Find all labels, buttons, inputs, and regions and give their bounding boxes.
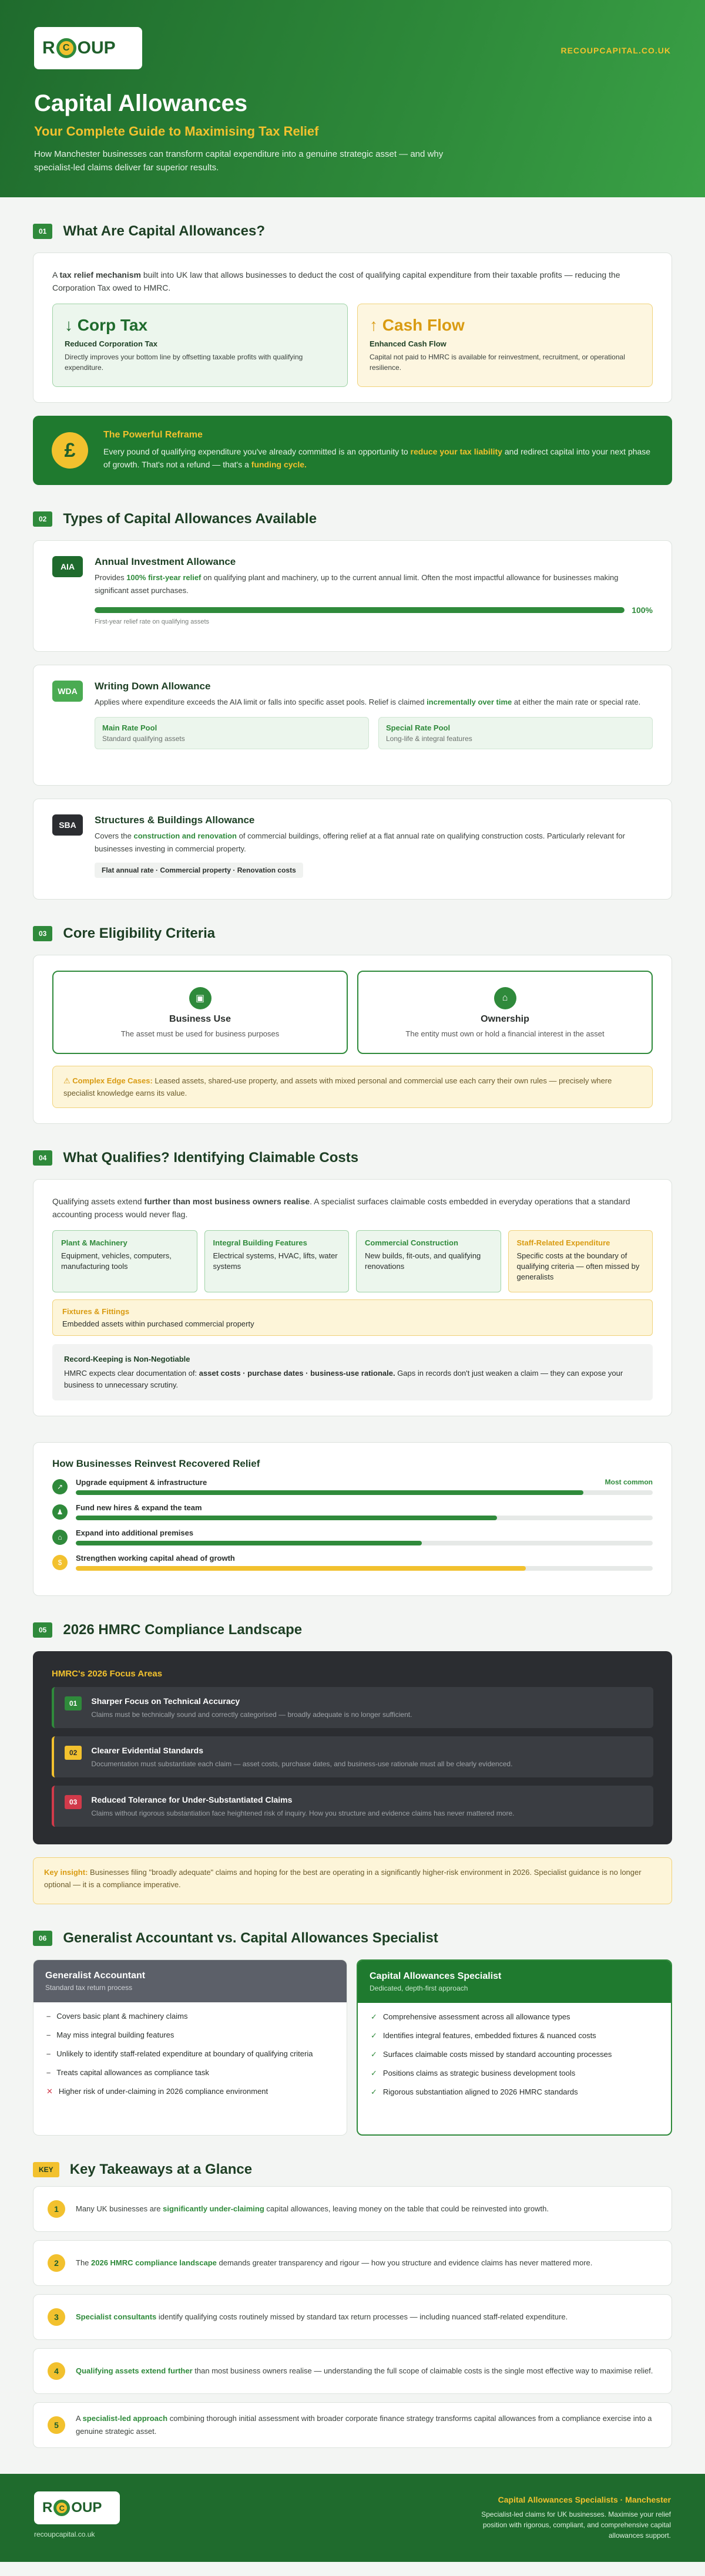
reinvest-item xyxy=(52,1478,653,1495)
sba-tag: Flat annual rate · Commercial property · Renovation costs xyxy=(95,863,303,878)
check-icon: ✓ xyxy=(371,2050,377,2059)
page-subtitle: Your Complete Guide to Maximising Tax Relief xyxy=(34,124,319,139)
key-takeaways-heading xyxy=(33,2161,672,2178)
takeaway-number: 3 xyxy=(48,2308,65,2326)
aia-card xyxy=(33,540,672,652)
most-common-label: Most common xyxy=(605,1478,653,1486)
takeaway-text: Specialist consultants identify qualifying costs routinely missed by standard tax return processes — including nuanced staff-related expenditure. xyxy=(76,2312,568,2321)
qualify-box: Commercial Construction New builds, fit-outs, and qualifying renovations xyxy=(356,1230,501,1292)
specialist-point: ✓ Comprehensive assessment across all allowance types xyxy=(371,2012,570,2021)
generalist-point: – May miss integral building features xyxy=(46,2031,174,2039)
section-number: 05 xyxy=(33,1622,52,1638)
wda-text: Applies where expenditure exceeds the AIA limit or falls into specific asset pools. Relief is claimed incrementally over time at either the main rate or special rate. xyxy=(95,698,641,706)
aia-progress-bar xyxy=(95,607,625,613)
aia-badge: AIA xyxy=(52,556,83,577)
reinvest-icon: ↗ xyxy=(52,1479,68,1494)
takeaway-item xyxy=(33,2240,672,2286)
reinvest-bar xyxy=(76,1516,653,1520)
section-heading-06 xyxy=(33,1930,672,1947)
reinvest-label: Upgrade equipment & infrastructure xyxy=(76,1478,207,1487)
takeaway-number: 5 xyxy=(48,2416,65,2434)
ownership-title: Ownership xyxy=(481,1013,529,1024)
logo[interactable] xyxy=(34,27,142,69)
section-heading-01 xyxy=(33,223,672,240)
logo-text: OUP xyxy=(77,38,116,58)
reframe-banner xyxy=(33,416,672,485)
aia-caption: First-year relief rate on qualifying assets xyxy=(95,618,210,625)
takeaway-text: The 2026 HMRC compliance landscape demands greater transparency and rigour — how you structure and evidence claims has never mattered more. xyxy=(76,2258,593,2267)
specialist-point: ✓ Positions claims as strategic business development tools xyxy=(371,2069,576,2077)
reinvest-label: Strengthen working capital ahead of growth xyxy=(76,1554,235,1563)
focus-title: HMRC's 2026 Focus Areas xyxy=(52,1669,163,1679)
dash-icon: – xyxy=(46,2012,51,2021)
eligibility-card xyxy=(33,955,672,1124)
takeaway-item xyxy=(33,2402,672,2448)
compliance-panel xyxy=(33,1651,672,1844)
dash-icon: ✕ xyxy=(46,2087,53,2096)
wda-badge: WDA xyxy=(52,681,83,702)
page-title: Capital Allowances xyxy=(34,90,248,116)
generalist-point: – Covers basic plant & machinery claims xyxy=(46,2012,188,2021)
section-title: Core Eligibility Criteria xyxy=(63,925,216,941)
reinvest-label: Fund new hires & expand the team xyxy=(76,1503,202,1512)
sba-card xyxy=(33,799,672,900)
what-are-card xyxy=(33,252,672,403)
reinvest-item xyxy=(52,1503,653,1520)
definition-text: A tax relief mechanism built into UK law that allows businesses to deduct the cost of qualifying capital expenditure from their taxable profits — reducing the Corporation Tax owed to HMRC. xyxy=(52,270,620,292)
reinvest-icon: $ xyxy=(52,1555,68,1570)
record-keeping-box: Record-Keeping is Non-Negotiable HMRC expects clear documentation of: asset costs · purchase dates · business-use rationale. Gaps in records don't just weaken a claim — they can expose your business to unnecessary scrutiny. xyxy=(52,1344,653,1400)
cash-flow-card xyxy=(357,304,653,387)
hero-header xyxy=(0,0,705,197)
qualifies-intro: Qualifying assets extend further than most business owners realise. A specialist surfaces claimable costs embedded in everyday operations that a standard accounting process would never flag. xyxy=(52,1197,630,1219)
main-rate-pool: Main Rate Pool Standard qualifying assets xyxy=(95,717,369,749)
specialist-point: ✓ Rigorous substantiation aligned to 2026 HMRC standards xyxy=(371,2087,578,2096)
specialist-point: ✓ Identifies integral features, embedded fixtures & nuanced costs xyxy=(371,2031,596,2040)
section-title: 2026 HMRC Compliance Landscape xyxy=(63,1622,303,1638)
logo-letter: R xyxy=(42,38,55,58)
reframe-title: The Powerful Reframe xyxy=(103,430,203,440)
cash-flow-title: ↑ Cash Flow xyxy=(370,316,465,334)
special-rate-pool: Special Rate Pool Long-life & integral features xyxy=(378,717,653,749)
footer-site-link[interactable]: recoupcapital.co.uk xyxy=(34,2530,95,2538)
takeaway-item xyxy=(33,2186,672,2232)
footer xyxy=(0,2474,705,2562)
fixtures-box: Fixtures & Fittings Embedded assets within purchased commercial property xyxy=(52,1299,653,1336)
dash-icon: – xyxy=(46,2049,51,2058)
section-title: What Qualifies? Identifying Claimable Costs xyxy=(63,1150,359,1166)
ownership-criterion xyxy=(357,971,653,1054)
section-number: 01 xyxy=(33,224,52,239)
section-title: Types of Capital Allowances Available xyxy=(63,511,317,527)
check-icon: ✓ xyxy=(371,2087,377,2096)
takeaway-number: 1 xyxy=(48,2200,65,2218)
generalist-point: ✕ Higher risk of under-claiming in 2026 compliance environment xyxy=(46,2087,268,2096)
cash-flow-body: Capital not paid to HMRC is available for reinvestment, recruitment, or operational resilience. xyxy=(370,353,625,372)
check-icon: ✓ xyxy=(371,2012,377,2021)
section-number: 02 xyxy=(33,511,52,527)
section-number: 03 xyxy=(33,926,52,941)
logo-mark: C xyxy=(56,38,76,58)
pound-icon: £ xyxy=(52,432,88,469)
generalist-point: – Unlikely to identify staff-related expenditure at boundary of qualifying criteria xyxy=(46,2049,313,2058)
section-title: Generalist Accountant vs. Capital Allowances Specialist xyxy=(63,1930,438,1946)
reinvest-item xyxy=(52,1528,653,1545)
check-icon: ✓ xyxy=(371,2031,377,2040)
qualifies-card xyxy=(33,1179,672,1416)
qualify-box: Staff-Related Expenditure Specific costs at the boundary of qualifying criteria — often missed by generalists xyxy=(508,1230,653,1292)
business-use-criterion xyxy=(52,971,348,1054)
section-title: What Are Capital Allowances? xyxy=(63,223,265,239)
generalist-point: – Treats capital allowances as compliance task xyxy=(46,2068,209,2077)
ownership-text: The entity must own or hold a financial interest in the asset xyxy=(405,1029,605,1038)
reinvest-icon: ♟ xyxy=(52,1504,68,1520)
sba-badge: SBA xyxy=(52,814,83,836)
footer-text: Specialist-led claims for UK businesses. Maximise your relief position with rigorous, compliant, and comprehensive capital allowances support. xyxy=(481,2510,671,2540)
section-heading-05 xyxy=(33,1622,672,1638)
dash-icon: – xyxy=(46,2031,51,2039)
section-number: 06 xyxy=(33,1931,52,1946)
section-title: Key Takeaways at a Glance xyxy=(69,2161,253,2177)
reinvest-bar xyxy=(76,1490,653,1495)
qualify-box: Plant & Machinery Equipment, vehicles, computers, manufacturing tools xyxy=(52,1230,197,1292)
business-use-text: The asset must be used for business purposes xyxy=(120,1029,280,1038)
focus-item: 01 Sharper Focus on Technical Accuracy Claims must be technically sound and correctly categorised — broadly adequate is no longer sufficient. xyxy=(52,1687,653,1728)
footer-logo[interactable]: R C OUP xyxy=(34,2491,120,2524)
site-link[interactable]: RECOUPCAPITAL.CO.UK xyxy=(560,46,671,55)
aia-percent: 100% xyxy=(632,605,653,615)
lock-icon: ⌂ xyxy=(494,987,516,1009)
section-heading-03 xyxy=(33,925,672,942)
edge-cases-warning: ⚠ Complex Edge Cases: Leased assets, shared-use property, and assets with mixed personal and commercial use each carry their own rules — precisely where specialist knowledge earns its value. xyxy=(52,1066,653,1108)
takeaway-number: 4 xyxy=(48,2362,65,2380)
business-use-title: Business Use xyxy=(169,1013,231,1024)
focus-item: 02 Clearer Evidential Standards Documentation must substantiate each claim — asset costs, purchase dates, and business-use rationale must all be clearly evidenced. xyxy=(52,1736,653,1777)
takeaway-text: A specialist-led approach combining thorough initial assessment with broader corporate finance strategy transforms capital allowances from a compliance exercise into a genuine strategic asset. xyxy=(76,2414,652,2436)
qualify-box: Integral Building Features Electrical systems, HVAC, lifts, water systems xyxy=(204,1230,350,1292)
specialist-point: ✓ Surfaces claimable costs missed by standard accounting processes xyxy=(371,2050,612,2059)
takeaway-item xyxy=(33,2294,672,2340)
reinvest-item xyxy=(52,1554,653,1571)
reinvest-title: How Businesses Reinvest Recovered Relief xyxy=(52,1458,260,1469)
generalist-column: Generalist Accountant Standard tax return process – Covers basic plant & machinery claims – May miss integral building features – Unlikely to identify staff-related expenditure at boundary of qualifying criteria – Treats capital allowances as compliance task ✕ Higher risk of under-claiming in 2026 compliance environment xyxy=(33,1959,347,2136)
sba-title: Structures & Buildings Allowance xyxy=(95,814,255,826)
corp-tax-card xyxy=(52,304,348,387)
briefcase-icon: ▣ xyxy=(189,987,212,1009)
footer-title: Capital Allowances Specialists · Manchester xyxy=(498,2495,671,2504)
corp-tax-title: ↓ Corp Tax xyxy=(65,316,148,334)
reframe-text: Every pound of qualifying expenditure you've already committed is an opportunity to reduce your tax liability and redirect capital into your next phase of growth. That's not a refund — that's a funding cycle. xyxy=(103,447,651,469)
takeaway-item xyxy=(33,2348,672,2394)
aia-title: Annual Investment Allowance xyxy=(95,556,236,567)
aia-text: Provides 100% first-year relief on qualifying plant and machinery, up to the current annual limit. Often the most impactful allowance for businesses making significant asset purchases. xyxy=(95,573,619,595)
focus-item: 03 Reduced Tolerance for Under-Substantiated Claims Claims without rigorous substantiation face heightened risk of inquiry. How you structure and evidence claims has never mattered more. xyxy=(52,1786,653,1827)
reinvest-bar xyxy=(76,1566,653,1571)
wda-card xyxy=(33,665,672,786)
corp-tax-body: Directly improves your bottom line by offsetting taxable profits with qualifying expenditure. xyxy=(65,353,303,372)
key-insight: Key insight: Businesses filing "broadly adequate" claims and hoping for the best are operating in a significantly higher-risk environment in 2026. Specialist guidance is no longer optional — it is a compliance imperative. xyxy=(33,1857,672,1904)
wda-title: Writing Down Allowance xyxy=(95,681,211,692)
section-number: 04 xyxy=(33,1150,52,1166)
specialist-column: Capital Allowances Specialist Dedicated, depth-first approach ✓ Comprehensive assessment across all allowance types ✓ Identifies integral features, embedded fixtures & nuanced costs ✓ Surfaces claimable costs missed by standard accounting processes ✓ Positions claims as strategic business development tools ✓ Rigorous substantiation aligned to 2026 HMRC standards xyxy=(357,1959,672,2136)
reinvest-card xyxy=(33,1442,672,1596)
section-heading-02 xyxy=(33,511,672,527)
check-icon: ✓ xyxy=(371,2069,377,2077)
cash-flow-sub: Enhanced Cash Flow xyxy=(370,339,446,348)
takeaway-text: Many UK businesses are significantly under-claiming capital allowances, leaving money on the table that could be reinvested into growth. xyxy=(76,2204,549,2213)
intro-text: How Manchester businesses can transform capital expenditure into a genuine strategic asset — and why specialist-led claims deliver far superior results. xyxy=(34,149,444,173)
takeaway-text: Qualifying assets extend further than most business owners realise — understanding the full scope of claimable costs is the single most effective way to maximise relief. xyxy=(76,2366,653,2375)
corp-tax-sub: Reduced Corporation Tax xyxy=(65,339,157,348)
key-tag: KEY xyxy=(33,2162,59,2177)
reinvest-bar xyxy=(76,1541,653,1545)
reinvest-label: Expand into additional premises xyxy=(76,1528,194,1537)
section-heading-04 xyxy=(33,1150,672,1166)
reinvest-icon: ⌂ xyxy=(52,1530,68,1545)
sba-text: Covers the construction and renovation of commercial buildings, offering relief at a flat annual rate on qualifying construction costs. Particularly relevant for businesses investing in commercial property. xyxy=(95,831,625,853)
takeaway-number: 2 xyxy=(48,2254,65,2272)
dash-icon: – xyxy=(46,2068,51,2077)
